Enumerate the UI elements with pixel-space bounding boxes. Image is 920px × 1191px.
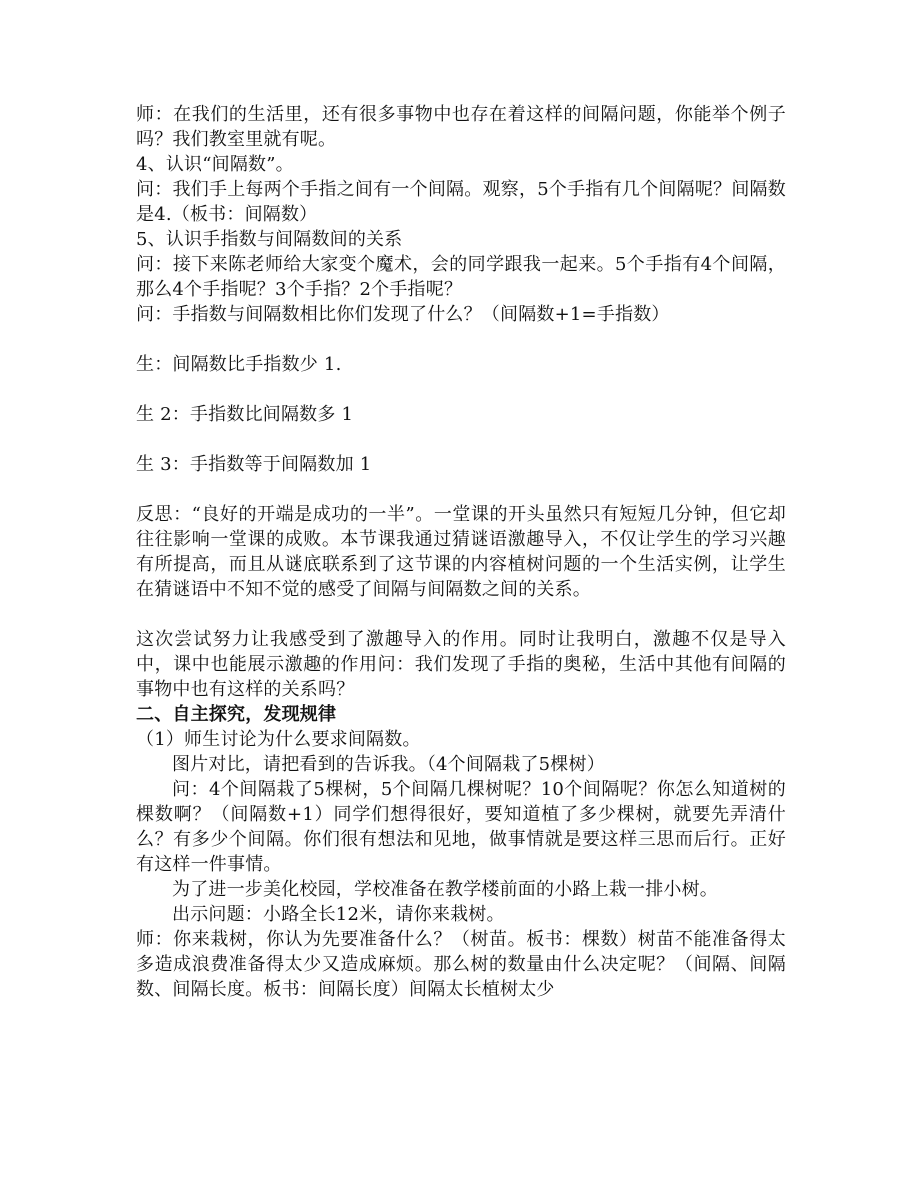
paragraph-spacer [136, 327, 786, 352]
paragraph: 生 3：手指数等于间隔数加 1 [136, 454, 372, 475]
paragraph-spacer [136, 602, 786, 627]
paragraph: 5、认识手指数与间隔数间的关系 [136, 229, 403, 250]
paragraph: 问：我们手上每两个手指之间有一个间隔。观察，5个手指有几个间隔呢？间隔数是4.（板书：间隔数） [136, 179, 786, 225]
paragraph: 问：接下来陈老师给大家变个魔术，会的同学跟我一起来。5个手指有4个间隔，那么4个手指呢？3个手指？2个手指呢？ [136, 254, 786, 300]
document-page [136, 102, 786, 1002]
paragraph: 师：在我们的生活里，还有很多事物中也存在着这样的间隔问题，你能举个例子吗？我们教室里就有呢。 [136, 104, 786, 150]
paragraph: 问：手指数与间隔数相比你们发现了什么？（间隔数+1=手指数） [136, 304, 670, 325]
paragraph: 师：你来栽树，你认为先要准备什么？（树苗。板书：棵数）树苗不能准备得太多造成浪费准备得太少又造成麻烦。那么树的数量由什么决定呢？（间隔、间隔数、间隔长度。板书：间隔长度）间隔太长植树太少 [136, 929, 786, 1000]
paragraph: （1）师生讨论为什么要求间隔数。 [136, 729, 421, 750]
paragraph: 图片对比，请把看到的告诉我。（4个间隔栽了5棵树） [172, 754, 605, 775]
paragraph: 4、认识“间隔数”。 [136, 154, 294, 175]
paragraph-spacer [136, 377, 786, 402]
document-body [136, 102, 786, 1002]
paragraph-spacer [136, 477, 786, 502]
paragraph: 问：4个间隔栽了5棵树，5个间隔几棵树呢？10个间隔呢？你怎么知道树的棵数啊？（间隔数+1）同学们想得很好，要知道植了多少棵树，就要先弄清什么？有多少个间隔。你们很有想法和见地，做事情就是要这样三思而后行。正好有这样一件事情。 [136, 779, 786, 875]
paragraph: 出示问题：小路全长12米，请你来栽树。 [172, 904, 505, 925]
section-heading: 二、自主探究，发现规律 [136, 704, 337, 725]
paragraph: 这次尝试努力让我感受到了激趣导入的作用。同时让我明白，激趣不仅是导入中，课中也能展示激趣的作用问：我们发现了手指的奥秘，生活中其他有间隔的事物中也有这样的关系吗？ [136, 629, 786, 700]
paragraph: 生：间隔数比手指数少 1. [136, 354, 342, 375]
paragraph: 生 2：手指数比间隔数多 1 [136, 404, 354, 425]
paragraph: 反思：“良好的开端是成功的一半”。一堂课的开头虽然只有短短几分钟，但它却往往影响一堂课的成败。本节课我通过猜谜语激趣导入，不仅让学生的学习兴趣有所提高，而且从谜底联系到了这节课的内容植树问题的一个生活实例，让学生在猜谜语中不知不觉的感受了间隔与间隔数之间的关系。 [136, 504, 786, 600]
paragraph: 为了进一步美化校园，学校准备在教学楼前面的小路上栽一排小树。 [172, 879, 718, 900]
paragraph-spacer [136, 427, 786, 452]
